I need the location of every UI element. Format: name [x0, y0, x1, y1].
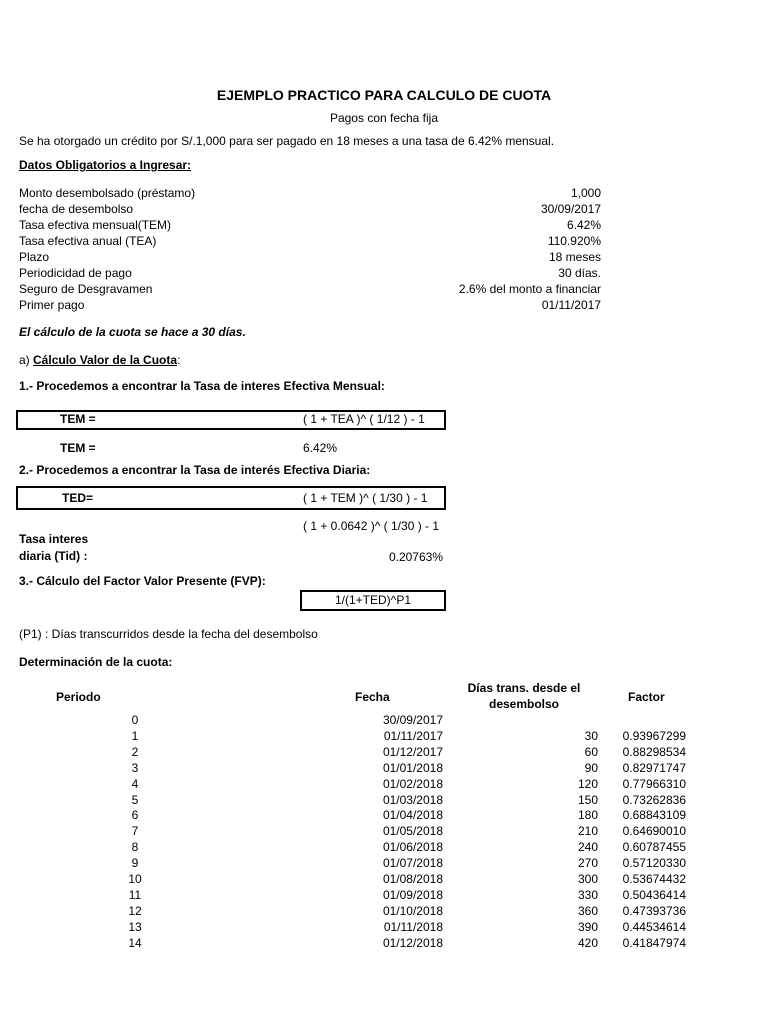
cell-fecha: 01/02/2018 [382, 776, 443, 791]
section-a-suffix: : [177, 353, 181, 367]
param-row [19, 266, 601, 282]
param-value: 6.42% [566, 218, 601, 232]
table-row [0, 919, 768, 935]
cell-periodo: 13 [128, 919, 142, 934]
cell-fecha: 01/10/2018 [382, 903, 443, 918]
table-row [0, 728, 768, 744]
table-row [0, 903, 768, 919]
cell-dias: 120 [577, 776, 598, 791]
section-a-title: Cálculo Valor de la Cuota [33, 353, 178, 367]
cell-periodo: 8 [131, 840, 139, 855]
cell-fecha: 01/04/2018 [382, 808, 443, 823]
cell-fecha: 01/03/2018 [382, 792, 443, 807]
cell-periodo: 11 [128, 887, 142, 902]
param-label: Periodicidad de pago [19, 266, 132, 280]
cell-fecha: 30/09/2017 [382, 713, 443, 727]
cell-dias: 270 [577, 856, 598, 871]
cell-periodo: 9 [131, 856, 139, 871]
param-value: 30 días. [558, 266, 601, 280]
page-subtitle: Pagos con fecha fija [329, 111, 439, 125]
cell-dias: 210 [577, 824, 598, 839]
table-row [0, 744, 768, 760]
tem-result: 6.42% [303, 441, 338, 455]
section-a-heading [19, 352, 180, 368]
table-row [0, 776, 768, 792]
param-label: Tasa efectiva anual (TEA) [19, 234, 157, 248]
cell-fecha: 01/06/2018 [382, 840, 443, 855]
col-header-periodo: Periodo [56, 690, 101, 704]
table-row [0, 792, 768, 808]
cell-dias: 390 [577, 919, 598, 934]
cell-dias: 180 [577, 808, 598, 823]
col-header-dias-line1: Días trans. desde el [467, 681, 581, 695]
param-label: Seguro de Desgravamen [19, 282, 153, 296]
tem-result-label: TEM = [60, 441, 96, 455]
param-value: 110.920% [547, 234, 601, 248]
cell-factor: 0.93967299 [622, 728, 686, 743]
cell-dias: 420 [577, 935, 598, 950]
ted-formula: ( 1 + TEM )^ ( 1/30 ) - 1 [303, 491, 428, 505]
param-value: 30/09/2017 [540, 202, 601, 216]
param-label: Primer pago [19, 298, 85, 312]
cell-factor: 0.47393736 [622, 903, 686, 918]
table-row [0, 807, 768, 823]
cell-dias: 330 [577, 887, 598, 902]
cell-factor: 0.64690010 [622, 824, 686, 839]
cell-factor: 0.53674432 [622, 872, 686, 886]
param-label: Plazo [19, 250, 50, 264]
cell-factor: 0.57120330 [622, 856, 686, 871]
table-row [0, 823, 768, 839]
param-row [19, 218, 601, 234]
cell-dias: 240 [577, 840, 598, 855]
cell-dias: 30 [584, 728, 598, 743]
p1-note: (P1) : Días transcurridos desde la fecha del desembolso [19, 627, 318, 641]
cell-factor: 0.77966310 [622, 776, 686, 791]
param-value: 18 meses [548, 250, 601, 264]
step1-heading: 1.- Procedemos a encontrar la Tasa de interes Efectiva Mensual: [19, 379, 385, 393]
tid-label-line1: Tasa interes [19, 532, 89, 546]
cell-fecha: 01/11/2017 [383, 728, 443, 743]
param-row [19, 298, 601, 314]
cell-fecha: 01/08/2018 [382, 872, 443, 886]
step3-heading: 3.- Cálculo del Factor Valor Presente (FVP): [19, 574, 266, 588]
cell-factor: 0.82971747 [622, 760, 686, 775]
cell-factor: 0.50436414 [622, 887, 686, 902]
param-label: fecha de desembolso [19, 202, 134, 216]
ted-formula-substituted: ( 1 + 0.0642 )^ ( 1/30 ) - 1 [303, 519, 440, 533]
param-row [19, 282, 601, 298]
cell-dias: 360 [577, 903, 598, 918]
table-row [0, 935, 768, 951]
param-value: 2.6% del monto a financiar [458, 282, 601, 296]
cell-periodo: 12 [128, 903, 142, 918]
param-row [19, 234, 601, 250]
cell-factor: 0.73262836 [622, 792, 686, 807]
cell-periodo: 14 [128, 935, 142, 950]
cell-periodo: 10 [128, 872, 142, 886]
tid-value: 0.20763% [388, 550, 443, 564]
tid-label-line2: diaria (Tid) : [19, 549, 88, 563]
cell-factor: 0.41847974 [622, 935, 686, 950]
param-row [19, 202, 601, 218]
cell-periodo: 7 [131, 824, 139, 839]
param-row [19, 250, 601, 266]
col-header-fecha: Fecha [355, 690, 390, 704]
param-value: 01/11/2017 [541, 298, 601, 312]
cell-fecha: 01/12/2018 [382, 935, 443, 950]
table-row [0, 839, 768, 855]
cell-fecha: 01/09/2018 [382, 887, 443, 902]
cell-fecha: 01/05/2018 [382, 824, 443, 839]
tem-formula-label: TEM = [60, 412, 96, 426]
cell-fecha: 01/01/2018 [382, 760, 443, 775]
fvp-formula: 1/(1+TED)^P1 [335, 593, 411, 607]
cell-dias: 150 [577, 792, 598, 807]
param-label: Monto desembolsado (préstamo) [19, 186, 196, 200]
cuota-heading: Determinación de la cuota: [19, 655, 173, 669]
cell-factor: 0.88298534 [622, 744, 686, 759]
cell-factor: 0.68843109 [622, 808, 686, 823]
cell-periodo: 5 [131, 792, 139, 807]
param-label: Tasa efectiva mensual(TEM) [19, 218, 172, 232]
table-row [0, 712, 768, 728]
note-30-dias: El cálculo de la cuota se hace a 30 días. [19, 325, 246, 339]
col-header-factor: Factor [628, 690, 665, 704]
table-row [0, 760, 768, 776]
col-header-dias-line2: desembolso [488, 697, 560, 711]
cell-fecha: 01/07/2018 [382, 856, 443, 871]
tem-formula: ( 1 + TEA )^ ( 1/12 ) - 1 [303, 412, 425, 426]
intro-text: Se ha otorgado un crédito por S/.1,000 para ser pagado en 18 meses a una tasa de 6.42% mensual. [19, 134, 555, 148]
table-row [0, 871, 768, 887]
cell-factor: 0.60787455 [622, 840, 686, 855]
table-row [0, 855, 768, 871]
datos-heading: Datos Obligatorios a Ingresar: [19, 158, 192, 172]
cell-dias: 60 [584, 744, 598, 759]
cell-factor: 0.44534614 [622, 919, 686, 934]
cell-periodo: 1 [131, 728, 139, 743]
cell-dias: 300 [577, 872, 598, 886]
table-row [0, 887, 768, 903]
cell-fecha: 01/11/2018 [383, 919, 443, 934]
cell-periodo: 0 [131, 713, 139, 727]
cell-periodo: 2 [131, 744, 139, 759]
cell-periodo: 4 [131, 776, 139, 791]
ted-formula-label: TED= [62, 491, 94, 505]
cell-periodo: 6 [131, 808, 139, 823]
param-value: 1,000 [570, 186, 601, 200]
step2-heading: 2.- Procedemos a encontrar la Tasa de interés Efectiva Diaria: [19, 463, 371, 477]
cell-periodo: 3 [131, 760, 139, 775]
page-title: EJEMPLO PRACTICO PARA CALCULO DE CUOTA [216, 87, 552, 103]
cell-fecha: 01/12/2017 [382, 744, 443, 759]
cell-dias: 90 [584, 760, 598, 775]
param-row [19, 186, 601, 202]
section-a-prefix: a) [19, 353, 34, 367]
